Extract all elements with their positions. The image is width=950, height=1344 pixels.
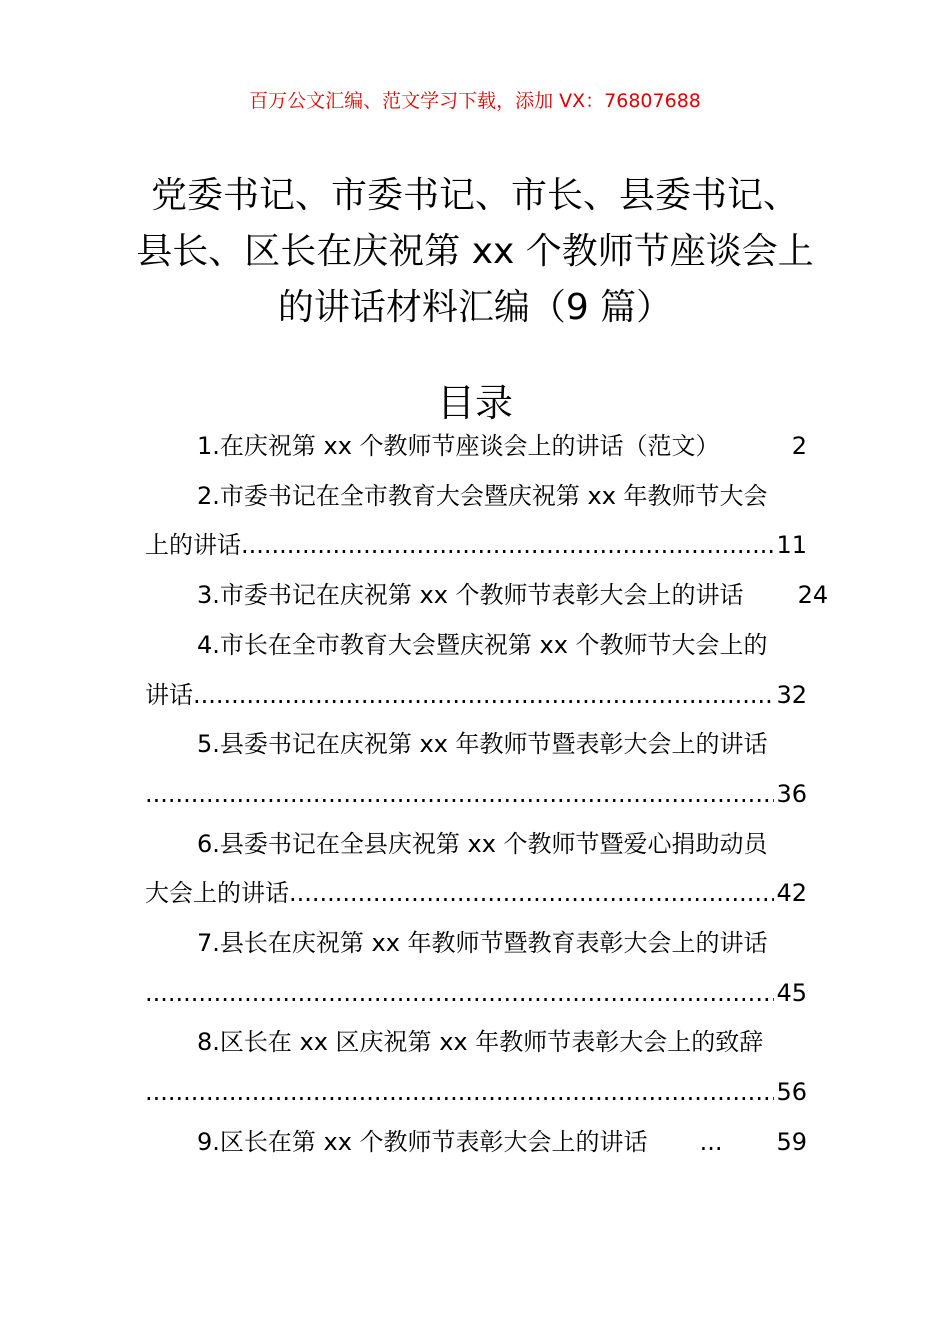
toc-page-number: 2 xyxy=(791,432,807,460)
toc-page-number: 59 xyxy=(776,1127,807,1156)
toc-entry-title: 3.市委书记在庆祝第 xx 个教师节表彰大会上的讲话 xyxy=(197,581,744,610)
toc-entry-title: 9.区长在第 xx 个教师节表彰大会上的讲话 xyxy=(197,1127,648,1156)
toc-leader xyxy=(145,969,774,1019)
toc-page-number: 11 xyxy=(776,531,807,560)
toc-page-number: 36 xyxy=(776,779,807,808)
table-of-contents xyxy=(145,422,829,1168)
toc-leader xyxy=(145,770,774,820)
toc-entry-4[interactable] xyxy=(145,621,807,720)
toc-entry-title-cont: 上的讲话 xyxy=(145,531,241,560)
toc-page-number: 56 xyxy=(776,1078,807,1107)
toc-entry-8[interactable] xyxy=(145,1018,807,1117)
toc-leader xyxy=(241,521,774,571)
toc-leader xyxy=(720,422,738,472)
toc-entry-9[interactable] xyxy=(145,1118,807,1168)
title-line: 县长、区长在庆祝第 xx 个教师节座谈会上 xyxy=(136,231,814,272)
toc-entry-title: 4.市长在全市教育大会暨庆祝第 xx 个教师节大会上的 xyxy=(197,630,768,659)
toc-entry-title: 6.县委书记在全县庆祝第 xx 个教师节暨爱心捐助动员 xyxy=(197,829,768,858)
toc-entry-2[interactable] xyxy=(145,472,807,571)
toc-entry-title-cont: 讲话 xyxy=(145,680,193,709)
toc-entry-title: 8.区长在 xx 区庆祝第 xx 年教师节表彰大会上的致辞 xyxy=(197,1028,764,1057)
toc-entry-3[interactable] xyxy=(145,571,829,621)
toc-page-number: 45 xyxy=(776,978,807,1007)
toc-heading: 目录 xyxy=(436,381,513,425)
toc-entry-5[interactable] xyxy=(145,720,807,819)
toc-page-number: 24 xyxy=(797,581,829,610)
toc-page-number: 32 xyxy=(776,680,807,709)
toc-entry-7[interactable] xyxy=(145,919,807,1018)
toc-entry-title-cont: 大会上的讲话 xyxy=(145,879,289,908)
toc-leader xyxy=(193,671,774,721)
toc-entry-title: 7.县长在庆祝第 xx 年教师节暨教育表彰大会上的讲话 xyxy=(197,929,768,958)
title-line: 党委书记、市委书记、市长、县委书记、 xyxy=(150,175,799,216)
toc-entry-title: 2.市委书记在全市教育大会暨庆祝第 xx 年教师节大会 xyxy=(197,481,768,510)
toc-page-number: 42 xyxy=(776,879,807,908)
title-line: 的讲话材料汇编（9 篇） xyxy=(277,287,673,328)
toc-entry-1[interactable] xyxy=(145,422,807,472)
toc-entry-title: 5.县委书记在庆祝第 xx 年教师节暨表彰大会上的讲话 xyxy=(197,730,768,759)
toc-leader xyxy=(145,1068,774,1118)
document-title xyxy=(130,168,820,336)
toc-leader xyxy=(648,1118,723,1168)
toc-entry-title: 1.在庆祝第 xx 个教师节座谈会上的讲话（范文） xyxy=(197,432,720,460)
header-note: 百万公文汇编、范文学习下载，添加 VX：76807688 xyxy=(249,90,701,112)
toc-leader xyxy=(289,869,774,919)
toc-entry-6[interactable] xyxy=(145,820,807,919)
